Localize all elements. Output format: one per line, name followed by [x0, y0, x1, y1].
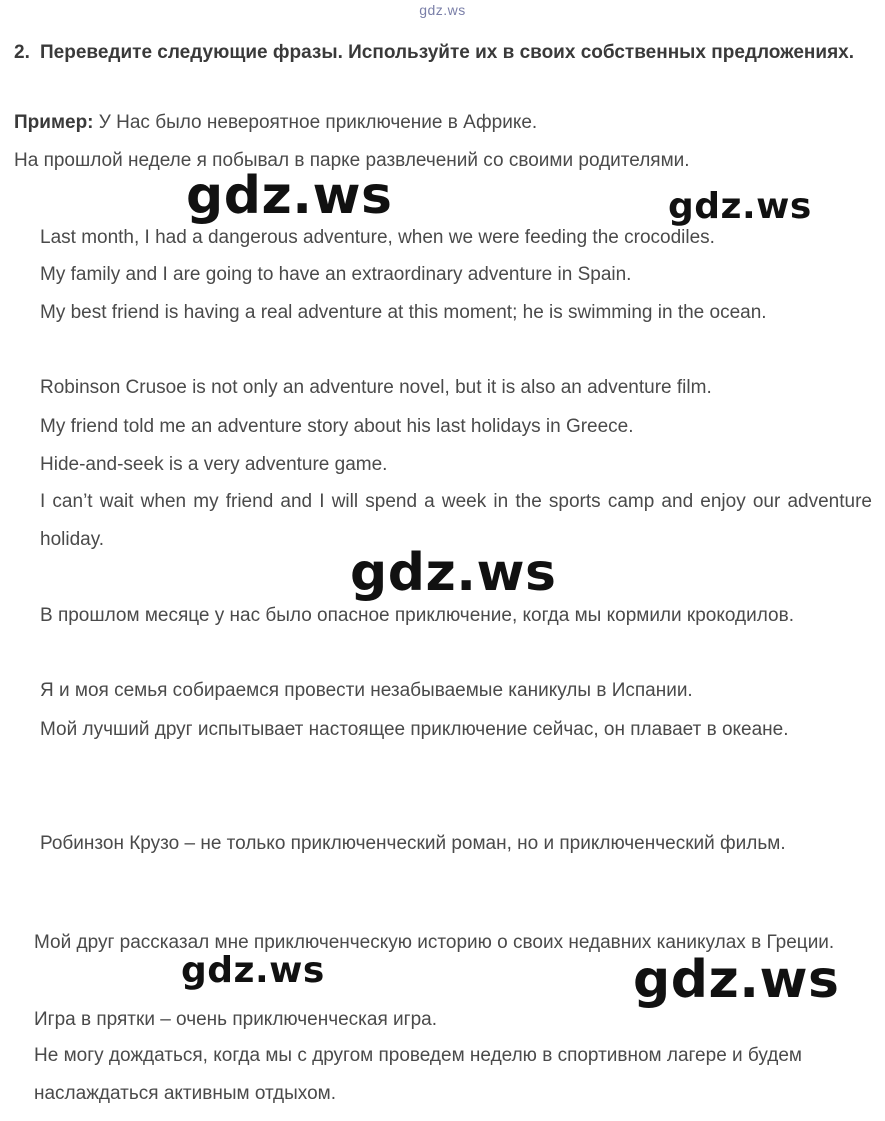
watermark: gdz.ws — [633, 950, 840, 1010]
task-number: 2. — [14, 42, 30, 63]
intro-line: На прошлой неделе я побывал в парке развлечений со своими родителями. — [14, 150, 690, 171]
example-line — [14, 110, 537, 136]
watermark: gdz.ws — [350, 543, 557, 603]
english-sentence: Robinson Crusoe is not only an adventure novel, but it is also an adventure film. — [40, 377, 712, 398]
english-sentence: Last month, I had a dangerous adventure, when we were feeding the crocodiles. — [40, 227, 715, 248]
task-heading — [14, 34, 874, 72]
russian-sentence: Не могу дождаться, когда мы с другом проведем неделю в спортивном лагере и будем наслаждаться активным отдыхом. — [34, 1045, 802, 1104]
russian-sentence: Мой лучший друг испытывает настоящее приключение сейчас, он плавает в океане. — [40, 719, 789, 740]
example-label: Пример: — [14, 112, 94, 133]
english-sentence: My friend told me an adventure story about his last holidays in Greece. — [40, 416, 634, 437]
watermark: gdz.ws — [186, 166, 393, 226]
watermark: gdz.ws — [668, 186, 812, 227]
top-watermark: gdz.ws — [419, 2, 466, 18]
example-text: У Нас было невероятное приключение в Африке. — [98, 112, 538, 133]
watermark: gdz.ws — [181, 950, 325, 991]
russian-sentence: Игра в прятки – очень приключенческая игра. — [34, 1009, 437, 1030]
russian-sentence: Мой друг рассказал мне приключенческую историю о своих недавних каникулах в Греции. — [34, 932, 835, 953]
english-sentence: My best friend is having a real adventure at this moment; he is swimming in the ocean. — [40, 302, 767, 323]
english-sentence: Hide-and-seek is a very adventure game. — [40, 454, 388, 475]
russian-sentence: Робинзон Крузо – не только приключенческий роман, но и приключенческий фильм. — [40, 833, 786, 854]
russian-sentence: В прошлом месяце у нас было опасное приключение, когда мы кормили крокодилов. — [40, 605, 794, 626]
russian-sentence: Я и моя семья собираемся провести незабываемые каникулы в Испании. — [40, 680, 693, 701]
english-sentence: I can’t wait when my friend and I will spend a week in the sports camp and enjoy our adventure holiday. — [40, 491, 872, 550]
english-sentence: My family and I are going to have an extraordinary adventure in Spain. — [40, 264, 632, 285]
task-title: Переведите следующие фразы. Используйте их в своих собственных предложениях. — [40, 42, 855, 63]
